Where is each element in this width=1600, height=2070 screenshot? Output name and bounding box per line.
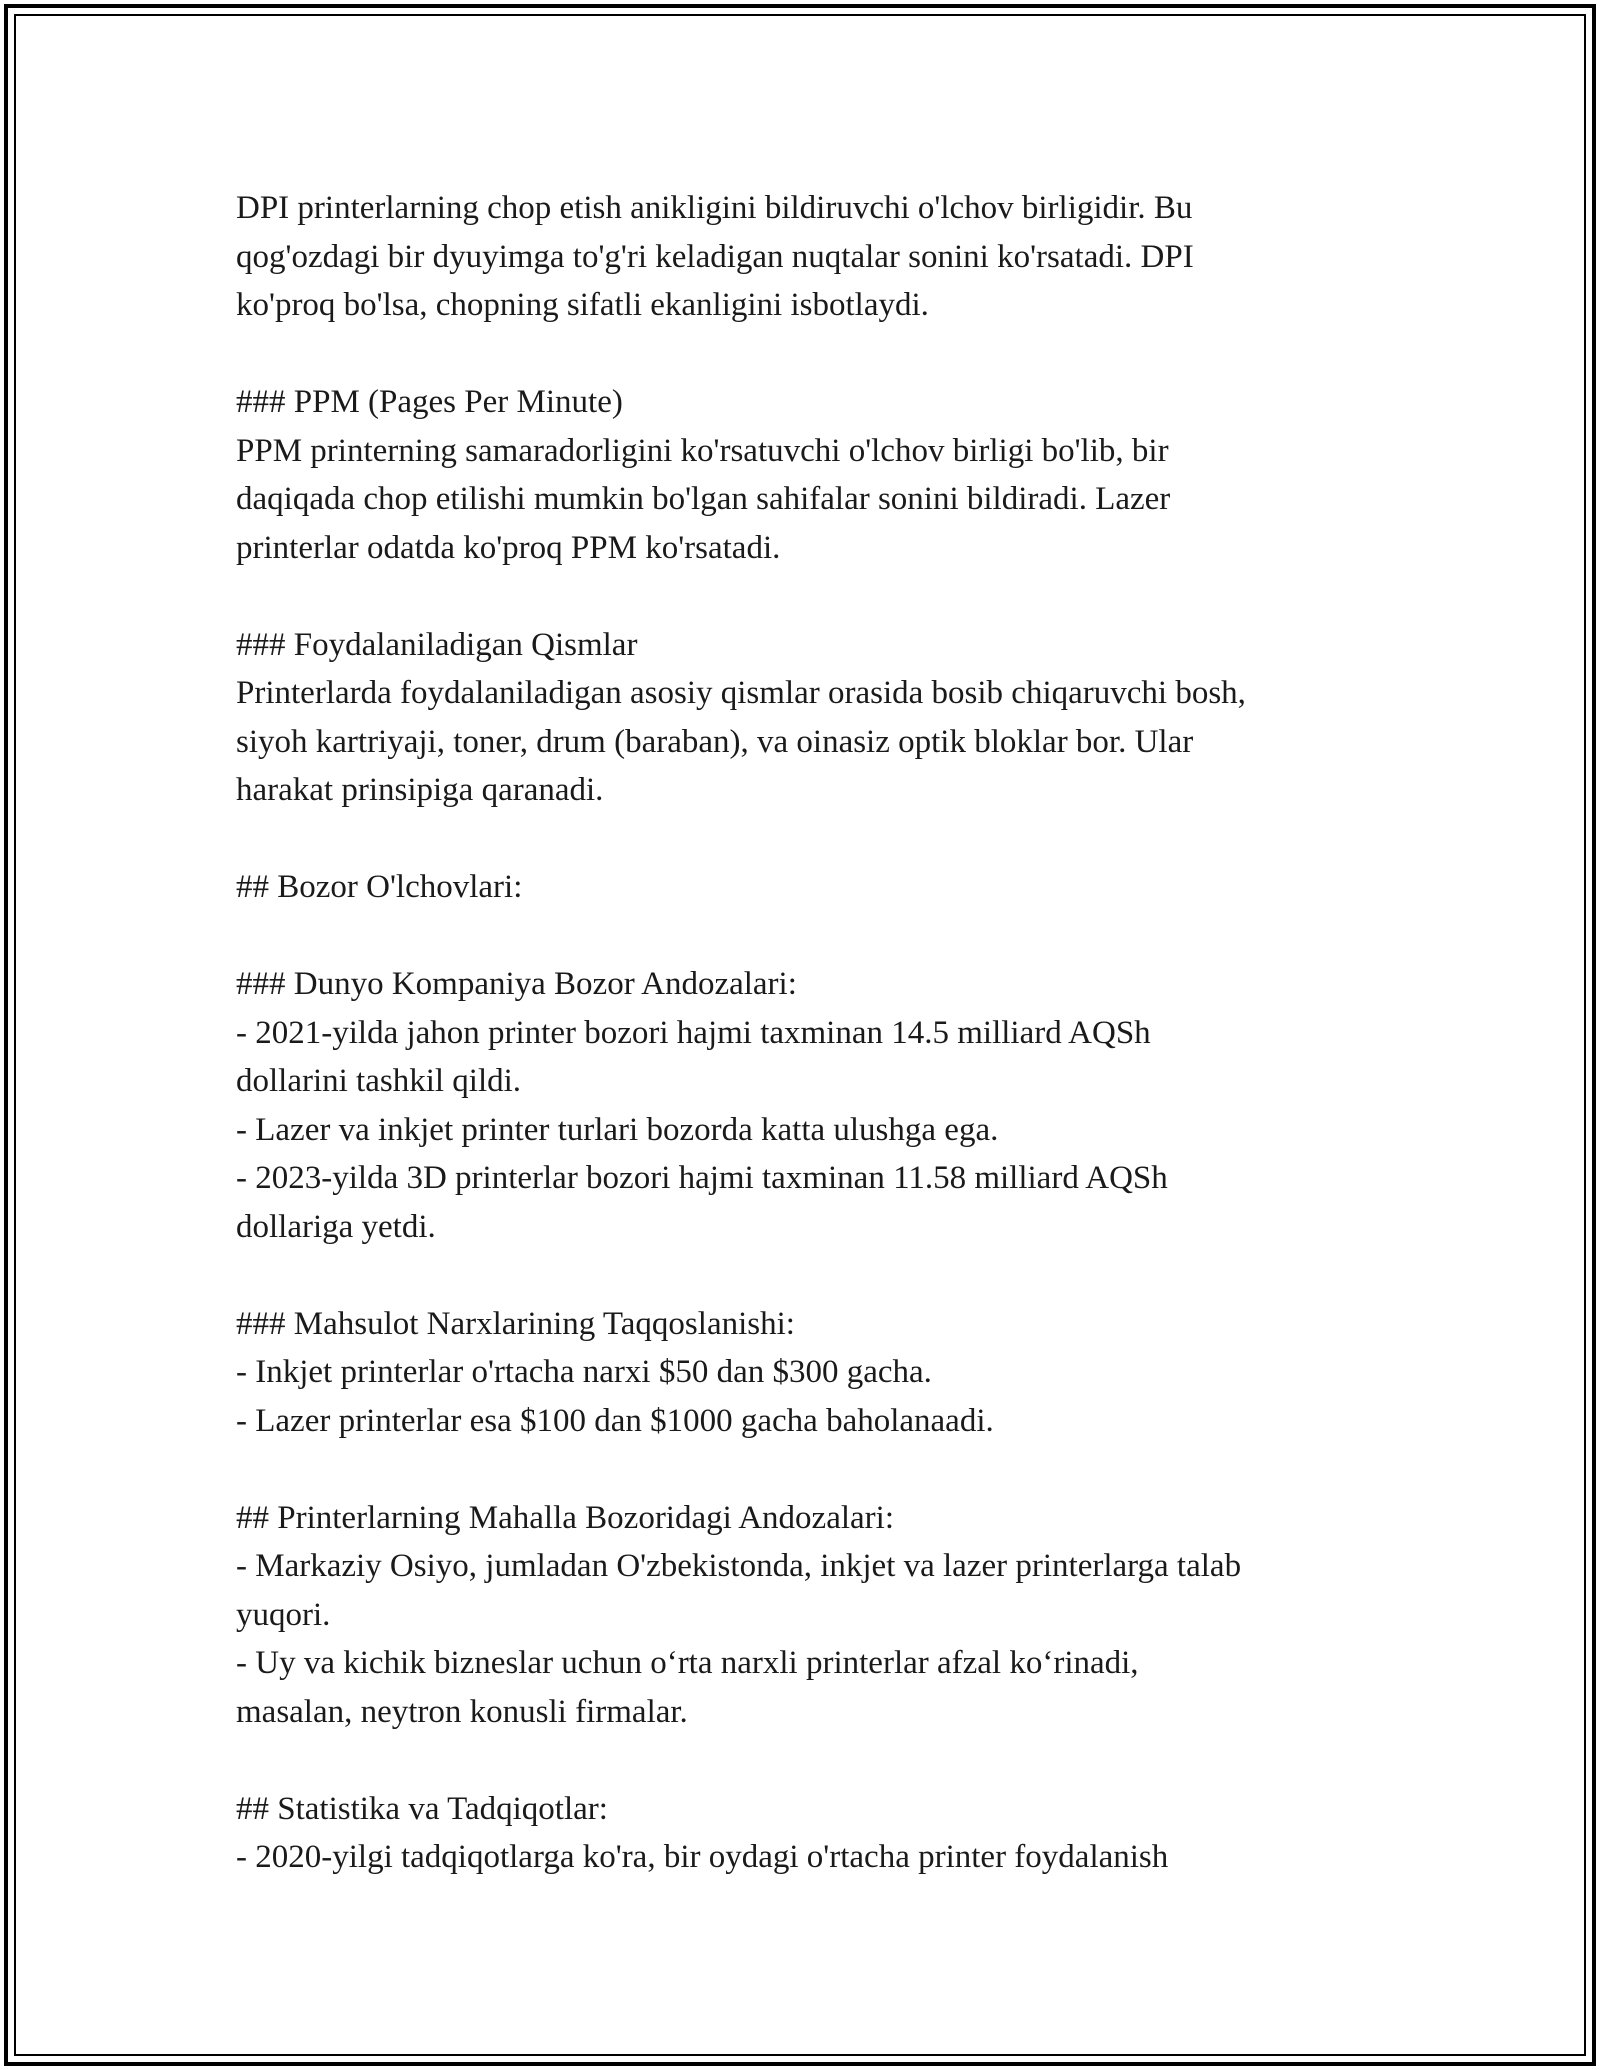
text-line: masalan, neytron konusli firmalar. [236,1693,688,1730]
subsection-heading: ### PPM (Pages Per Minute) [236,384,623,420]
blank-line [236,912,1376,961]
text-line: siyoh kartriyaji, toner, drum (baraban), va oinasiz optik bloklar bor. Ular [236,723,1194,760]
text-line: yuqori. [236,1596,331,1633]
blank-line [236,815,1376,864]
blank-line [236,572,1376,621]
subsection-heading: ### Mahsulot Narxlarining Taqqoslanishi: [236,1305,795,1342]
list-item: - Inkjet printerlar o'rtacha narxi $50 dan $300 gacha. [236,1354,932,1390]
text-line: DPI printerlarning chop etish anikligini bildiruvchi o'lchov birligidir. Bu [236,190,1193,226]
list-item: - 2020-yilgi tadqiqotlarga ko'ra, bir oydagi o'rtacha printer foydalanish [236,1839,1169,1875]
blank-line [236,1736,1376,1785]
section-heading: ## Printerlarning Mahalla Bozoridagi Andozalari: [236,1499,894,1536]
section-heading: ## Statistika va Tadqiqotlar: [236,1790,608,1827]
text-line: dollariga yetdi. [236,1208,436,1245]
text-line: PPM printerning samaradorligini ko'rsatuvchi o'lchov birligi bo'lib, bir [236,432,1169,469]
text-line: qog'ozdagi bir dyuyimga to'g'ri keladigan nuqtalar sonini ko'rsatadi. DPI [236,238,1194,275]
blank-line [236,330,1376,379]
list-item: - Markaziy Osiyo, jumladan O'zbekistonda, inkjet va lazer printerlarga talab [236,1548,1242,1584]
subsection-heading: ### Dunyo Kompaniya Bozor Andozalari: [236,966,797,1002]
document-body [236,184,1376,1882]
text-line: dollarini tashkil qildi. [236,1063,522,1099]
text-line: daqiqada chop etilishi mumkin bo'lgan sahifalar sonini bildiradi. Lazer [236,481,1171,517]
list-item: - 2023-yilda 3D printerlar bozori hajmi taxminan 11.58 milliard AQSh [236,1160,1168,1196]
section-heading: ## Bozor O'lchovlari: [236,869,523,905]
list-item: - Lazer va inkjet printer turlari bozorda katta ulushga ega. [236,1111,999,1148]
text-line: printerlar odatda ko'proq PPM ko'rsatadi. [236,529,781,566]
subsection-heading: ### Foydalaniladigan Qismlar [236,626,638,663]
list-item: - Lazer printerlar esa $100 dan $1000 gacha baholanaadi. [236,1402,994,1439]
list-item: - 2021-yilda jahon printer bozori hajmi taxminan 14.5 milliard AQSh [236,1014,1151,1051]
list-item: - Uy va kichik bizneslar uchun o‘rta narxli printerlar afzal ko‘rinadi, [236,1645,1139,1681]
blank-line [236,1251,1376,1300]
text-line: harakat prinsipiga qaranadi. [236,772,604,808]
text-line: ko'proq bo'lsa, chopning sifatli ekanligini isbotlaydi. [236,287,929,323]
blank-line [236,1445,1376,1494]
text-line: Printerlarda foydalaniladigan asosiy qismlar orasida bosib chiqaruvchi bosh, [236,675,1246,711]
